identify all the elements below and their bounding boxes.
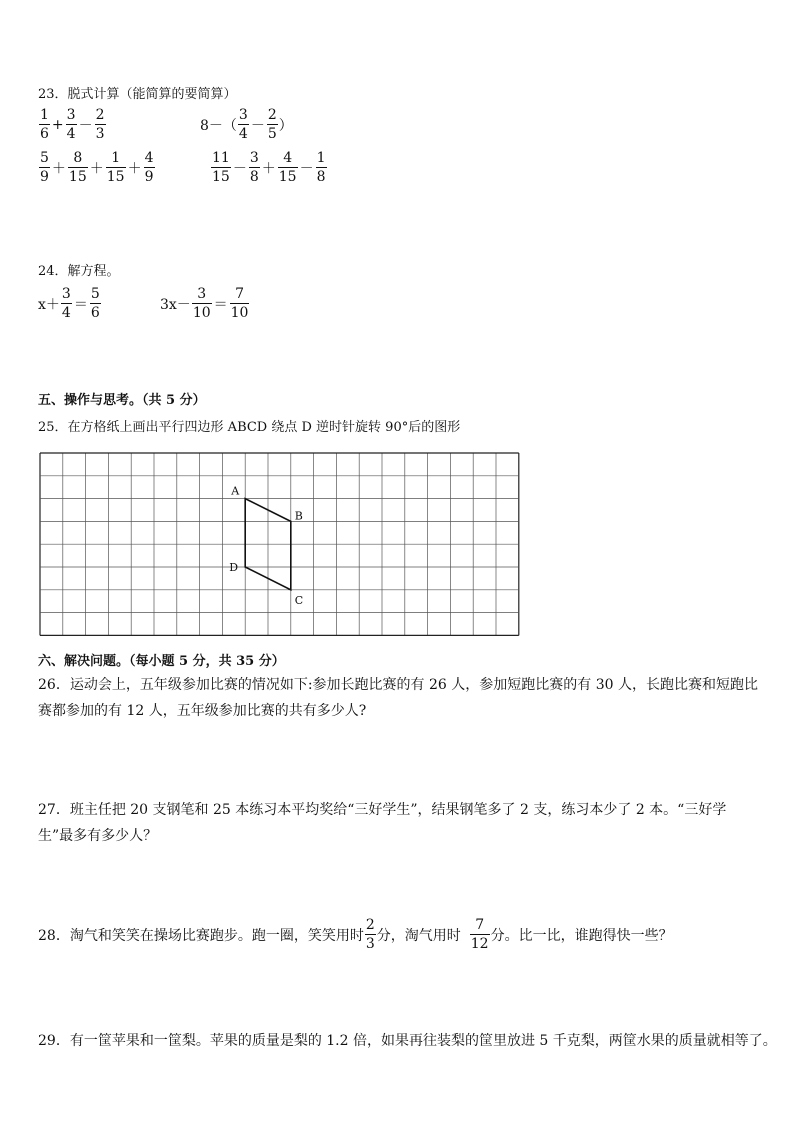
fraction: $\frac{7}{12}$ [470,917,489,952]
fraction: $\frac{4}{15}$ [278,150,297,185]
fraction: $\frac{1}{15}$ [106,150,125,185]
fraction: $\frac{11}{15}$ [212,150,230,185]
q25-text: 25．在方格纸上画出平行四边形 ABCD 绕点 D 逆时针旋转 90°后的图形 [38,420,461,435]
grid-lines [40,453,519,635]
fraction: $\frac{8}{15}$ [68,150,87,185]
section-6-heading: 六、解决问题。（每小题 5 分，共 35 分） [38,654,285,669]
vertex-label-b: B [294,509,303,523]
fraction: $\frac{2}{3}$ [95,107,105,142]
fraction: $\frac{2}{5}$ [267,107,277,142]
fraction: $\frac{4}{9}$ [144,150,154,185]
fraction: $\frac{7}{10}$ [230,286,249,321]
q23-expr-1: $\frac{1}{6}$ + $\frac{3}{4}$ － $\frac{2}{3}$ [40,107,105,142]
fraction: $\frac{1}{8}$ [316,150,326,185]
q23-title: 23．脱式计算（能简算的要简算） [38,87,237,102]
fraction: $\frac{3}{4}$ [66,107,76,142]
fraction: $\frac{5}{6}$ [90,286,100,321]
q24-title: 24．解方程。 [38,264,120,279]
q24-equation-2: 3x－ $\frac{3}{10}$ ＝ $\frac{7}{10}$ [160,286,249,321]
q23-expr-3: $\frac{5}{9}$ ＋ $\frac{8}{15}$ ＋ $\frac{1}{15}$ ＋ $\frac{4}{9}$ [40,150,154,185]
q27-text: 27．班主任把 20 支钢笔和 25 本练习本平均奖给“三好学生”，结果钢笔多了 2 支，练习本少了 2 本。“三好学生”最多有多少人？ [38,802,727,844]
q29-text: 29．有一筐苹果和一筐梨。苹果的质量是梨的 1.2 倍，如果再往装梨的筐里放进 5 千克梨，两筐水果的质量就相等了。 [38,1033,777,1049]
q23-expr-4: $\frac{11}{15}$ － $\frac{3}{8}$ ＋ $\frac{4}{15}$ － $\frac{1}{8}$ [212,150,326,185]
q26-text: 26．运动会上，五年级参加比赛的情况如下:参加长跑比赛的有 26 人，参加短跑比赛的有 30 人，长跑比赛和短跑比赛都参加的有 12 人，五年级参加比赛的共有多少人? [38,677,758,719]
fraction: $\frac{2}{3}$ [365,917,375,952]
section-5-heading: 五、操作与思考。（共 5 分） [38,393,206,408]
vertex-label-c: C [294,593,304,607]
fraction: $\frac{1}{6}$ [40,107,49,142]
fraction: $\frac{5}{9}$ [40,150,49,185]
vertex-label-a: A [231,484,240,498]
q25-grid-figure [38,451,522,639]
q28-text: 28．淘气和笑笑在操场比赛跑步。跑一圈，笑笑用时 $\frac{2}{3}$ 分，淘气用时 $\frac{7}{12}$ 分。比一比，谁跑得快一些？ [38,917,673,952]
q24-equation-1: x＋ $\frac{3}{4}$ ＝ $\frac{5}{6}$ [38,286,100,321]
vertex-label-d: D [229,561,239,574]
parallelogram-abcd [229,485,303,607]
fraction: $\frac{3}{10}$ [192,286,211,321]
fraction: $\frac{3}{4}$ [61,286,71,321]
fraction: $\frac{3}{8}$ [249,150,259,185]
fraction: $\frac{3}{4}$ [238,107,248,142]
q23-expr-2: 8－（ $\frac{3}{4}$ － $\frac{2}{5}$ ） [200,107,293,142]
